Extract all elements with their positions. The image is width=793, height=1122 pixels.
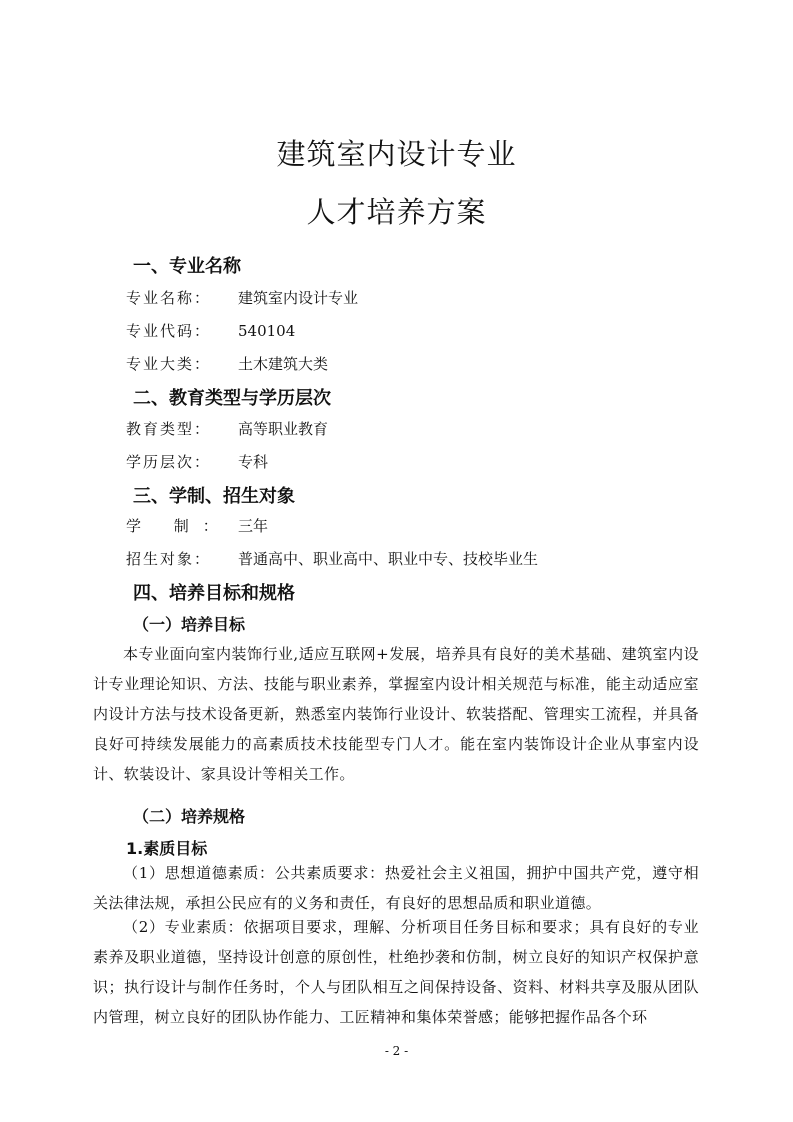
quality-goal-heading: 1.素质目标 [126, 839, 208, 858]
field-value: 540104 [238, 322, 296, 340]
section3-heading: 三、学制、招生对象 [133, 486, 295, 507]
field-enrollment-target [126, 548, 538, 569]
quality-goal-paragraph-1: （1）思想道德素质：公共素质要求：热爱社会主义祖国，拥护中国共产党，遵守相关法律法规，承担公民应有的义务和责任，有良好的思想品质和职业道德。 [93, 864, 699, 912]
quality-goal-paragraph-2: （2）专业素质：依据项目要求，理解、分析项目任务目标和要求；具有良好的专业素养及职业道德，坚持设计创意的原创性，杜绝抄袭和仿制，树立良好的知识产权保护意识；执行设计与制作任务时，个人与团队相互之间保持设备、资料、材料共享及服从团队内管理，树立良好的团队协作能力、工匠精神和集体荣誉感；能够把握作品各个环 [93, 918, 699, 1026]
field-label: 招生对象： [126, 550, 212, 568]
field-education-level [126, 451, 268, 472]
field-label: 专业代码： [126, 322, 212, 340]
field-label: 学 制： [126, 517, 232, 535]
field-major-code [126, 320, 295, 341]
field-value: 土木建筑大类 [238, 355, 329, 373]
field-label: 教育类型： [126, 420, 212, 438]
field-major-name [126, 287, 358, 308]
subsection-training-goal-heading: （一）培养目标 [133, 615, 246, 634]
field-label: 专业名称： [126, 289, 212, 307]
field-school-system [126, 515, 268, 536]
document-title-line1: 建筑室内设计专业 [276, 137, 517, 171]
page-number: - 2 - [384, 1044, 409, 1058]
field-label: 专业大类： [126, 355, 212, 373]
field-value: 专科 [238, 453, 269, 471]
field-education-type [126, 418, 328, 439]
document-title-line2: 人才培养方案 [306, 195, 487, 229]
field-value: 高等职业教育 [238, 420, 329, 438]
training-goal-paragraph: 本专业面向室内装饰行业,适应互联网+发展，培养具有良好的美术基础、建筑室内设计专业理论知识、方法、技能与职业素养，掌握室内设计相关规范与标准，能主动适应室内设计方法与技术设备更新，熟悉室内装饰行业设计、软装搭配、管理实工流程，并具备良好可持续发展能力的高素质技术技能型专门人才。能在室内装饰设计企业从事室内设计、软装设计、家具设计等相关工作。 [93, 645, 699, 783]
field-value: 普通高中、职业高中、职业中专、技校毕业生 [238, 550, 539, 568]
section2-heading: 二、教育类型与学历层次 [133, 388, 331, 409]
field-value: 三年 [238, 517, 269, 535]
section4-heading: 四、培养目标和规格 [133, 583, 295, 604]
field-major-category [126, 353, 328, 374]
section1-heading: 一、专业名称 [133, 256, 241, 277]
subsection-training-spec-heading: （二）培养规格 [133, 807, 246, 826]
field-value: 建筑室内设计专业 [238, 289, 359, 307]
field-label: 学历层次： [126, 453, 212, 471]
